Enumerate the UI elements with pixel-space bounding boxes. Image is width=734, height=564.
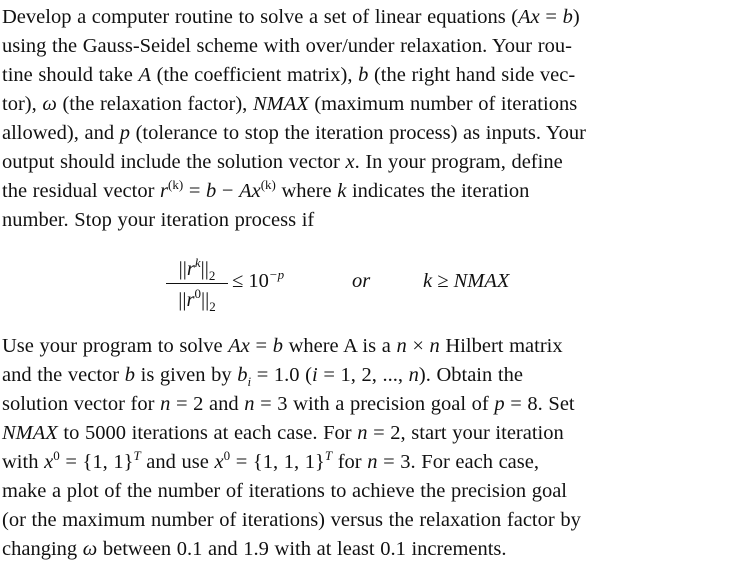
text-line: tine should take A (the coefficient matrix), b (the right hand side vec- <box>2 64 576 86</box>
text-line: solution vector for n = 2 and n = 3 with a precision goal of p = 8. Set <box>2 393 575 415</box>
text-line: the residual vector $r^{(k)} = b - Ax^{(k)}$ where k indicates the iteration <box>2 177 530 202</box>
text-line: number. Stop your iteration process if <box>2 209 315 231</box>
fraction-bar <box>166 283 228 284</box>
paragraph-task-description <box>2 3 720 235</box>
fraction-numerator: $||r^k||_2$ <box>178 255 216 283</box>
text-line: NMAX to 5000 iterations at each case. For n = 2, start your iteration <box>2 422 564 444</box>
text-line: using the Gauss-Seidel scheme with over/under relaxation. Your rou- <box>2 35 572 57</box>
text-line: and the vector b is given by $b_i = 1.0$ (i = 1, 2, ..., n). Obtain the <box>2 364 523 389</box>
text-line: tor), ω (the relaxation factor), NMAX (maximum number of iterations <box>2 93 578 115</box>
text-line: (or the maximum number of iterations) versus the relaxation factor by <box>2 509 581 531</box>
text-line: Develop a computer routine to solve a set of linear equations (Ax = b) <box>2 6 580 28</box>
text-line: with $x^0 = \{1$, 1}$^T$ and use $x^0 = \{1$, 1, 1}$^T$ for n = 3. For each case, <box>2 448 539 473</box>
paragraph-assignment <box>2 332 720 564</box>
tolerance-relation: ≤ $10^{-p}$ <box>232 267 285 292</box>
text-line: changing ω between 0.1 and 1.9 with at least 0.1 increments. <box>2 538 507 560</box>
text-line: Use your program to solve Ax = b where A is a n × n Hilbert matrix <box>2 335 563 357</box>
text-line: output should include the solution vector x. In your program, define <box>2 151 563 173</box>
max-iteration-condition: k ≥ NMAX <box>423 270 510 292</box>
or-word: or <box>352 270 371 292</box>
text-line: make a plot of the number of iterations to achieve the precision goal <box>2 480 568 502</box>
text-line: allowed), and p (tolerance to stop the iteration process) as inputs. Your <box>2 122 586 144</box>
residual-ratio-fraction <box>166 256 228 313</box>
fraction-denominator: $||r^0||_2$ <box>178 286 216 314</box>
stopping-criterion-equation <box>0 256 734 316</box>
